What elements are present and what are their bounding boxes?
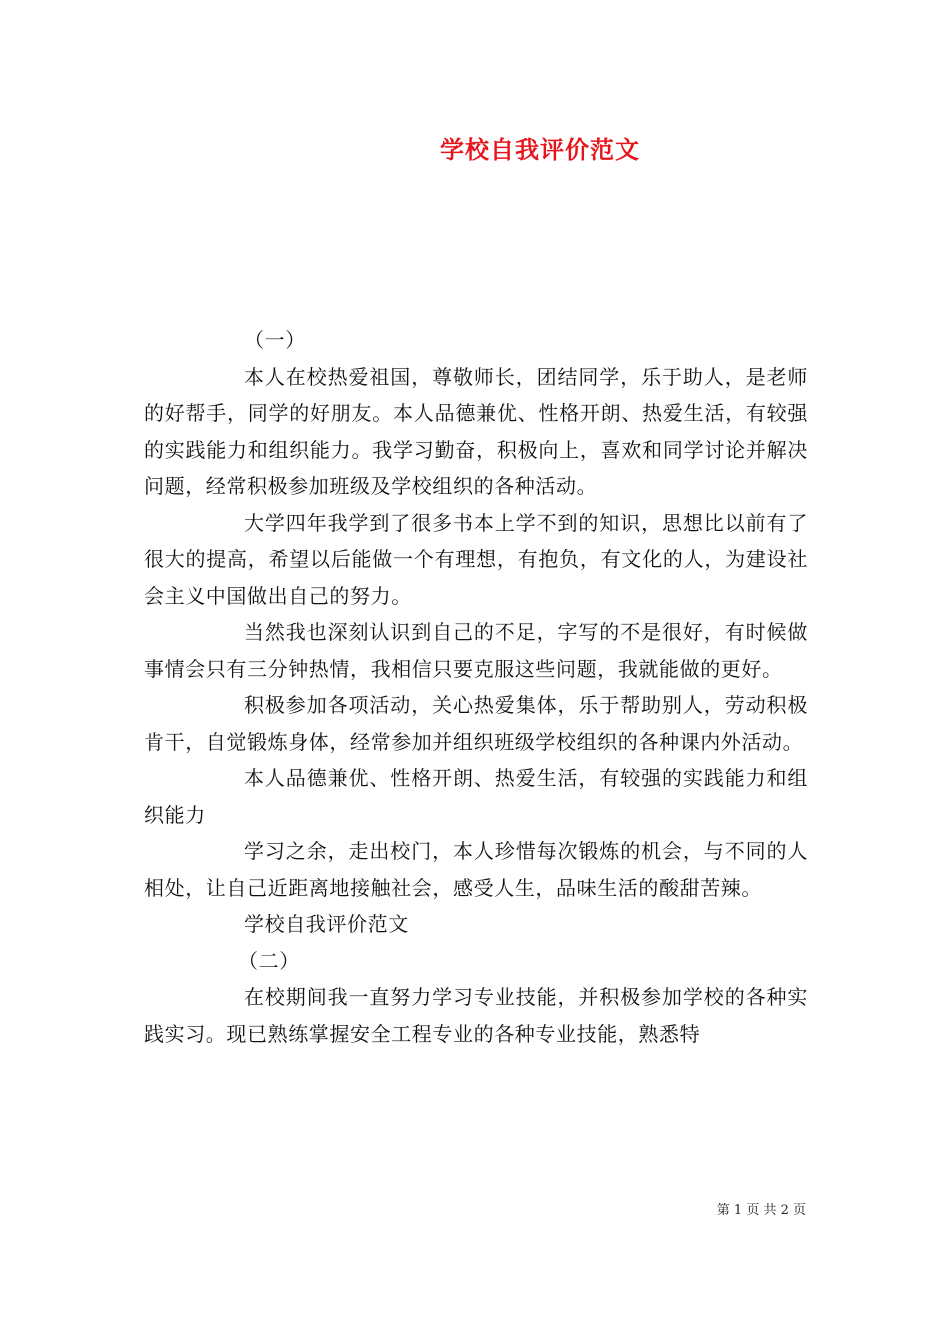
page-footer: 第 1 页 共 2 页 — [716, 1203, 806, 1218]
paragraph-4: 积极参加各项活动，关心热爱集体，乐于帮助别人，劳动积极肯干，自觉锻炼身体，经常参加并组织班级学校组织的各种课内外活动。 — [144, 693, 808, 754]
document-title: 学校自我评价范文 — [440, 135, 640, 164]
paragraph-7: 在校期间我一直努力学习专业技能，并积极参加学校的各种实践实习。现已熟练掌握安全工程专业的各种专业技能，熟悉特 — [144, 985, 808, 1046]
paragraph-3: 当然我也深刻认识到自己的不足，字写的不是很好，有时候做事情会只有三分钟热情，我相信只要克服这些问题，我就能做的更好。 — [144, 620, 808, 681]
repeated-title-line: 学校自我评价范文 — [244, 912, 409, 936]
paragraph-5: 本人品德兼优、性格开朗、热爱生活，有较强的实践能力和组织能力 — [144, 766, 808, 827]
section-label-2: （二） — [238, 948, 300, 973]
paragraph-2: 大学四年我学到了很多书本上学不到的知识，思想比以前有了很大的提高，希望以后能做一个有理想，有抱负，有文化的人，为建设社会主义中国做出自己的努力。 — [144, 510, 808, 608]
paragraph-6: 学习之余，走出校门，本人珍惜每次锻炼的机会，与不同的人相处，让自己近距离地接触社会，感受人生，品味生活的酸甜苦辣。 — [144, 839, 808, 900]
document-body — [144, 322, 808, 1052]
paragraph-1: 本人在校热爱祖国，尊敬师长，团结同学，乐于助人，是老师的好帮手，同学的好朋友。本人品德兼优、性格开朗、热爱生活，有较强的实践能力和组织能力。我学习勤奋，积极向上，喜欢和同学讨论并解决问题，经常积极参加班级及学校组织的各种活动。 — [144, 364, 808, 498]
section-label-1: （一） — [244, 328, 306, 352]
